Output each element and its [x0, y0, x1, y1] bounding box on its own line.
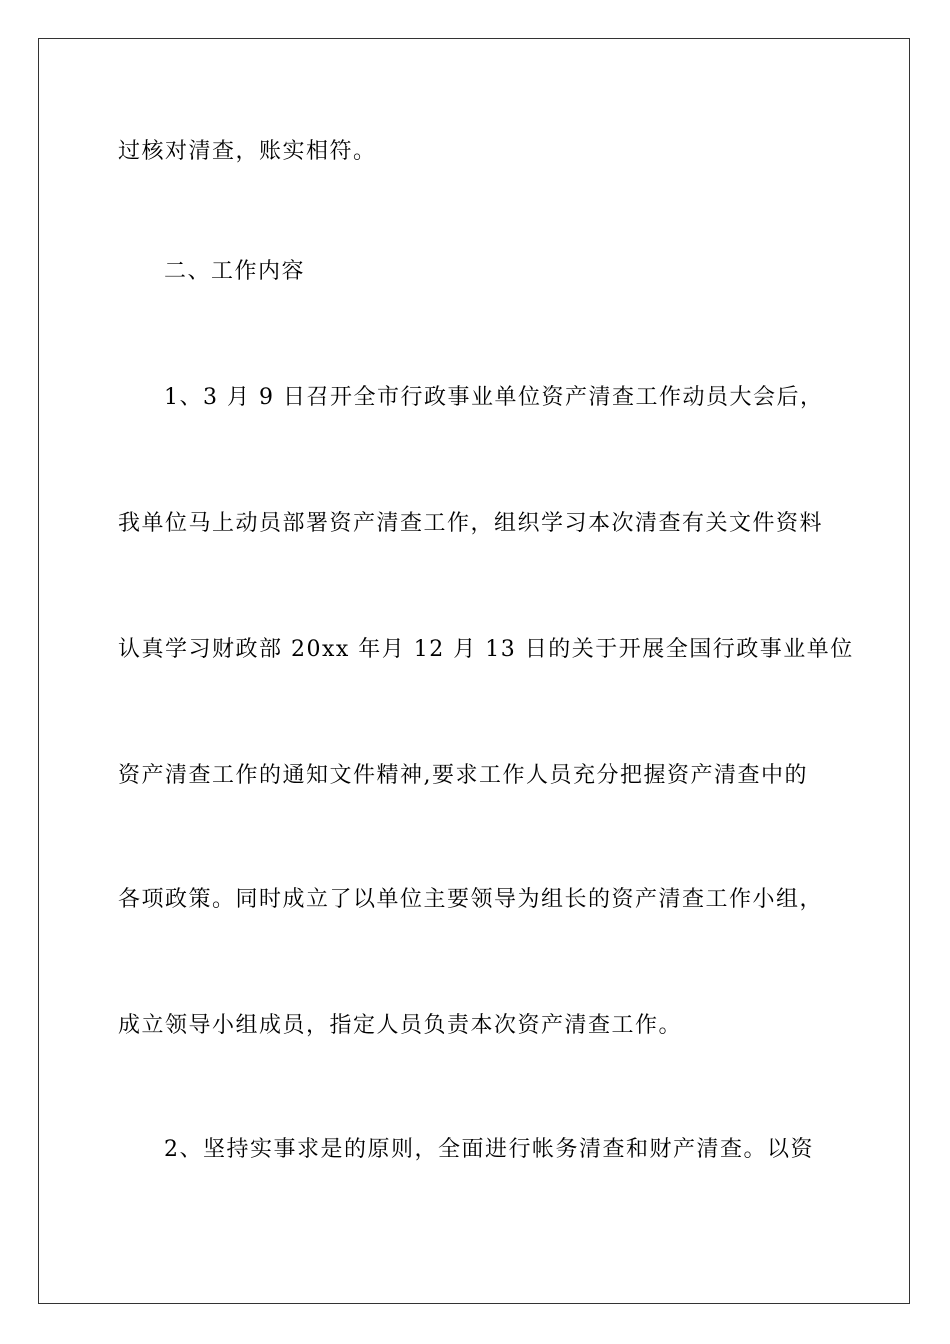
paragraph-line: 我单位马上动员部署资产清查工作，组织学习本次清查有关文件资料: [118, 511, 824, 536]
paragraph-line: 成立领导小组成员，指定人员负责本次资产清查工作。: [118, 1013, 683, 1038]
page-border: [38, 38, 910, 1304]
section-heading: 二、工作内容: [164, 259, 306, 284]
paragraph-line: 认真学习财政部 20xx 年月 12 月 13 日的关于开展全国行政事业单位: [118, 637, 854, 662]
paragraph-line: 各项政策。同时成立了以单位主要领导为组长的资产清查工作小组，: [118, 887, 824, 912]
paragraph-line: 2、坚持实事求是的原则，全面进行帐务清查和财产清查。以资: [164, 1137, 814, 1162]
paragraph-line-continuation: 过核对清查，账实相符。: [118, 139, 377, 164]
paragraph-line: 1、3 月 9 日召开全市行政事业单位资产清查工作动员大会后，: [164, 385, 824, 410]
paragraph-line: 资产清查工作的通知文件精神,要求工作人员充分把握资产清查中的: [118, 763, 808, 788]
